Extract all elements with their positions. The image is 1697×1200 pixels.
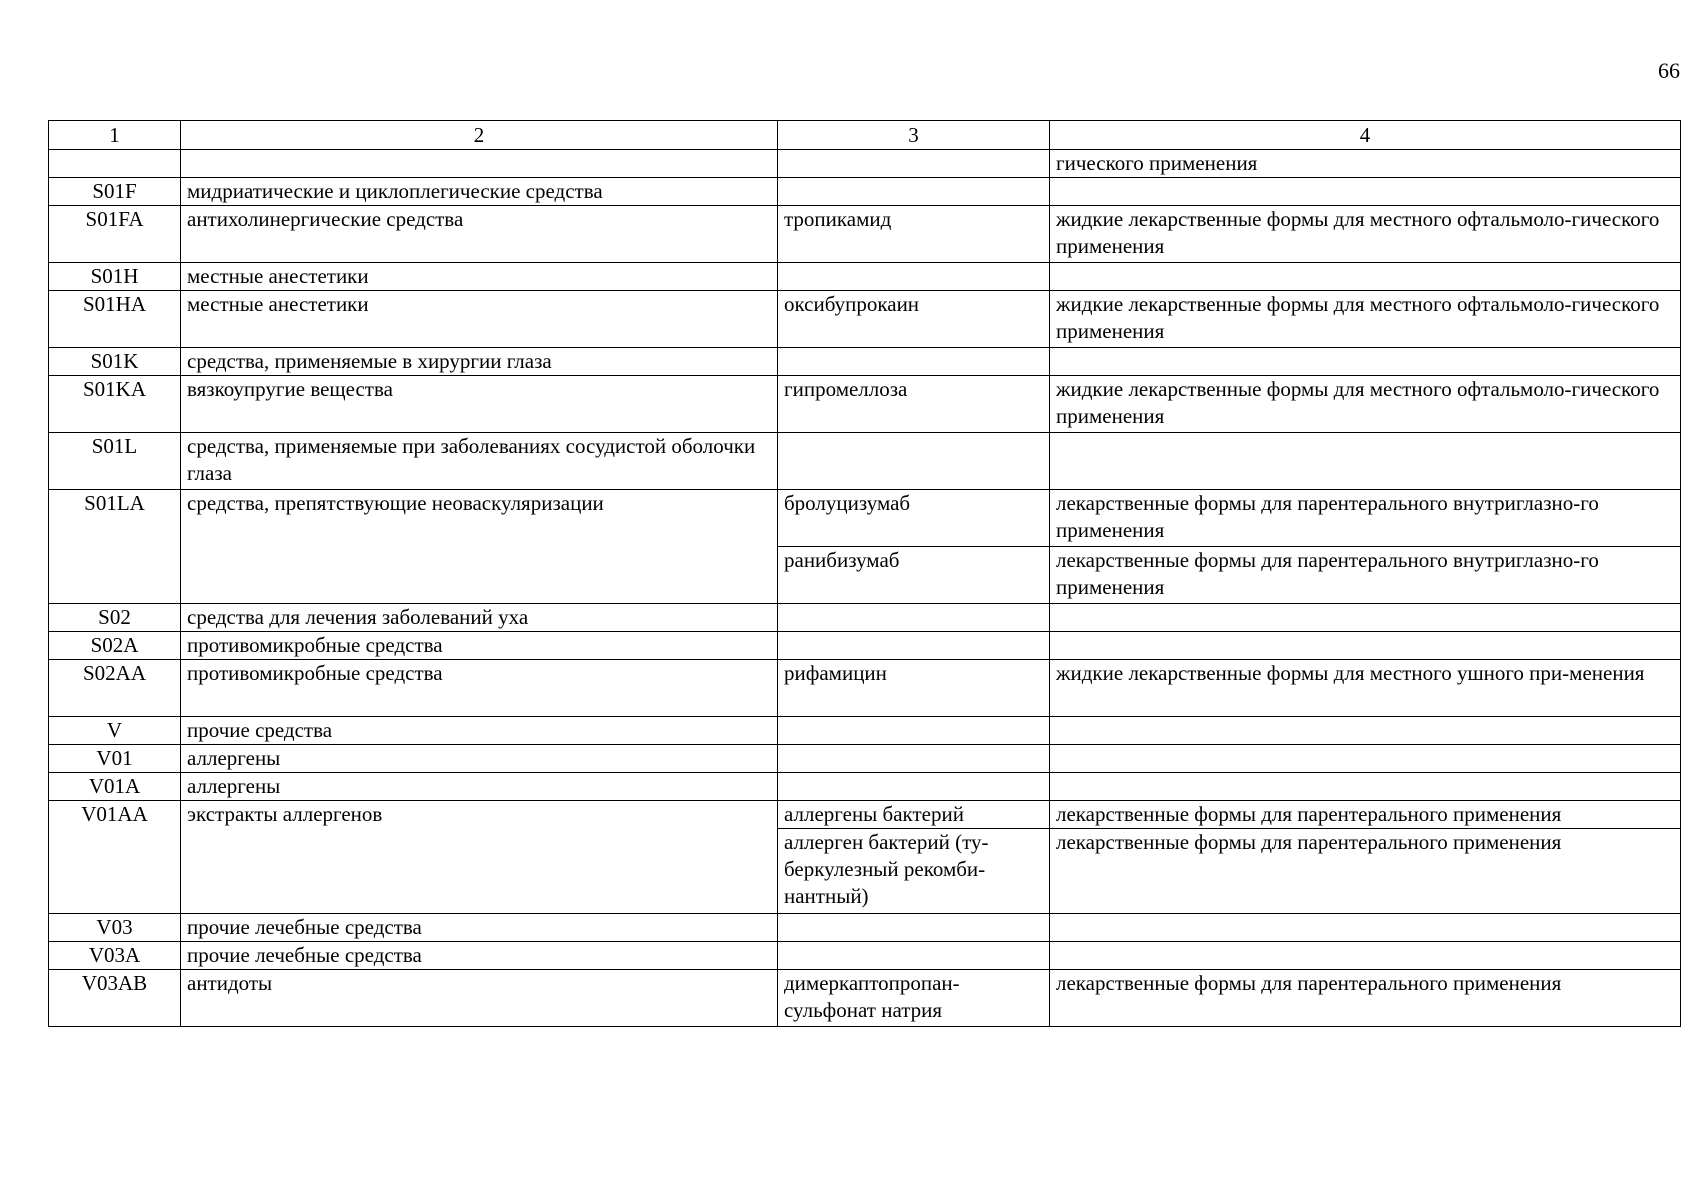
dosage-form-cell [1050, 604, 1681, 632]
table-row [49, 433, 1681, 490]
atc-code-cell: S02 [49, 604, 181, 632]
table-row [49, 801, 1681, 829]
atc-code-cell: V01A [49, 773, 181, 801]
group-name-cell: экстракты аллергенов [181, 801, 778, 914]
group-name-cell: местные анестетики [181, 291, 778, 348]
table-row [49, 178, 1681, 206]
table-row [49, 376, 1681, 433]
drug-name-cell [778, 717, 1050, 745]
table-row [49, 970, 1681, 1027]
group-name-cell: антихолинергические средства [181, 206, 778, 263]
dosage-form-cell [1050, 914, 1681, 942]
atc-code-cell: V03 [49, 914, 181, 942]
atc-code-cell: V [49, 717, 181, 745]
table-row [49, 942, 1681, 970]
atc-code-cell: S01KA [49, 376, 181, 433]
atc-code-cell: S01F [49, 178, 181, 206]
dosage-form-cell [1050, 942, 1681, 970]
dosage-form-cell [1050, 745, 1681, 773]
dosage-form-cell: жидкие лекарственные формы для местного офтальмоло-гического применения [1050, 206, 1681, 263]
drug-name-cell: димеркаптопропан-сульфонат натрия [778, 970, 1050, 1027]
dosage-form-cell: жидкие лекарственные формы для местного офтальмоло-гического применения [1050, 376, 1681, 433]
drug-name-cell [778, 348, 1050, 376]
table-row [49, 773, 1681, 801]
dosage-form-cell: гического применения [1050, 150, 1681, 178]
drug-name-cell: рифамицин [778, 660, 1050, 717]
atc-code-cell: S01HA [49, 291, 181, 348]
atc-code-cell: S02A [49, 632, 181, 660]
atc-code-cell: V03A [49, 942, 181, 970]
drug-name-cell [778, 178, 1050, 206]
group-name-cell: аллергены [181, 745, 778, 773]
group-name-cell: мидриатические и циклоплегические средства [181, 178, 778, 206]
group-name-cell: средства для лечения заболеваний уха [181, 604, 778, 632]
group-name-cell: противомикробные средства [181, 660, 778, 717]
table-row [49, 291, 1681, 348]
drug-name-cell [778, 745, 1050, 773]
drug-classification-table [48, 120, 1681, 1027]
dosage-form-cell: лекарственные формы для парентерального внутриглазно-го применения [1050, 490, 1681, 547]
atc-code-cell: S01H [49, 263, 181, 291]
atc-code-cell: V03AB [49, 970, 181, 1027]
table-row [49, 604, 1681, 632]
table-row [49, 490, 1681, 547]
dosage-form-cell [1050, 348, 1681, 376]
dosage-form-cell: лекарственные формы для парентерального применения [1050, 829, 1681, 914]
group-name-cell: противомикробные средства [181, 632, 778, 660]
drug-name-cell: оксибупрокаин [778, 291, 1050, 348]
atc-code-cell [49, 150, 181, 178]
group-name-cell: средства, применяемые в хирургии глаза [181, 348, 778, 376]
group-name-cell: аллергены [181, 773, 778, 801]
drug-name-cell: аллерген бактерий (ту-беркулезный рекомби-нантный) [778, 829, 1050, 914]
table-row [49, 745, 1681, 773]
drug-name-cell [778, 433, 1050, 490]
group-name-cell [181, 150, 778, 178]
column-header-2: 2 [181, 121, 778, 150]
dosage-form-cell [1050, 717, 1681, 745]
dosage-form-cell [1050, 178, 1681, 206]
group-name-cell: вязкоупругие вещества [181, 376, 778, 433]
group-name-cell: прочие лечебные средства [181, 942, 778, 970]
dosage-form-cell [1050, 773, 1681, 801]
drug-name-cell [778, 632, 1050, 660]
table-row [49, 150, 1681, 178]
group-name-cell: прочие лечебные средства [181, 914, 778, 942]
group-name-cell: антидоты [181, 970, 778, 1027]
dosage-form-cell: лекарственные формы для парентерального применения [1050, 801, 1681, 829]
dosage-form-cell: жидкие лекарственные формы для местного ушного при-менения [1050, 660, 1681, 717]
drug-name-cell [778, 942, 1050, 970]
group-name-cell: средства, препятствующие неоваскуляризации [181, 490, 778, 604]
dosage-form-cell: лекарственные формы для парентерального внутриглазно-го применения [1050, 547, 1681, 604]
atc-code-cell: S02AA [49, 660, 181, 717]
group-name-cell: местные анестетики [181, 263, 778, 291]
dosage-form-cell [1050, 433, 1681, 490]
drug-name-cell [778, 914, 1050, 942]
atc-code-cell: V01AA [49, 801, 181, 914]
drug-name-cell [778, 263, 1050, 291]
drug-name-cell: тропикамид [778, 206, 1050, 263]
dosage-form-cell [1050, 263, 1681, 291]
table-row [49, 348, 1681, 376]
atc-code-cell: S01L [49, 433, 181, 490]
header-row [49, 121, 1681, 150]
drug-name-cell: аллергены бактерий [778, 801, 1050, 829]
drug-name-cell [778, 150, 1050, 178]
drug-name-cell [778, 604, 1050, 632]
page-number: 66 [1658, 58, 1680, 83]
group-name-cell: прочие средства [181, 717, 778, 745]
table-row [49, 914, 1681, 942]
dosage-form-cell: лекарственные формы для парентерального применения [1050, 970, 1681, 1027]
column-header-4: 4 [1050, 121, 1681, 150]
group-name-cell: средства, применяемые при заболеваниях сосудистой оболочки глаза [181, 433, 778, 490]
table-row [49, 717, 1681, 745]
atc-code-cell: S01K [49, 348, 181, 376]
drug-name-cell: гипромеллоза [778, 376, 1050, 433]
table-row [49, 206, 1681, 263]
drug-name-cell: бролуцизумаб [778, 490, 1050, 547]
atc-code-cell: S01LA [49, 490, 181, 604]
dosage-form-cell: жидкие лекарственные формы для местного офтальмоло-гического применения [1050, 291, 1681, 348]
atc-code-cell: V01 [49, 745, 181, 773]
table-row [49, 263, 1681, 291]
atc-code-cell: S01FA [49, 206, 181, 263]
column-header-3: 3 [778, 121, 1050, 150]
column-header-1: 1 [49, 121, 181, 150]
drug-name-cell [778, 773, 1050, 801]
table-row [49, 632, 1681, 660]
drug-name-cell: ранибизумаб [778, 547, 1050, 604]
dosage-form-cell [1050, 632, 1681, 660]
table-row [49, 660, 1681, 717]
